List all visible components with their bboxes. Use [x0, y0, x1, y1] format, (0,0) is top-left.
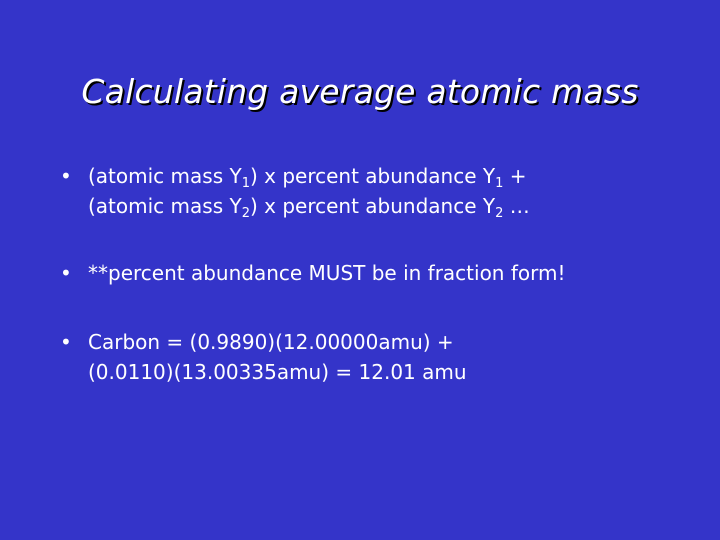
bullet-point: • — [60, 261, 72, 285]
subscript-2b: 2 — [495, 206, 504, 221]
formula-line-1-part-b: ) x percent abundance Y — [249, 164, 496, 188]
formula-line-2 — [88, 191, 530, 221]
formula-line-2-part-a: (atomic mass Y — [88, 194, 242, 218]
formula-line-1-part-a: (atomic mass Y — [88, 164, 242, 188]
formula-line-2-part-c: … — [503, 194, 530, 218]
subscript-2: 2 — [241, 206, 250, 221]
subscript-1: 1 — [241, 176, 250, 191]
formula-line-1 — [88, 161, 530, 191]
formula-line-1-part-c: + — [503, 164, 527, 188]
formula-line-2-part-b: ) x percent abundance Y — [249, 194, 496, 218]
bullet-point: • — [60, 330, 72, 354]
subscript-1b: 1 — [495, 176, 504, 191]
bullet-note-text: **percent abundance MUST be in fraction form! — [88, 261, 566, 285]
example-line-1: Carbon = (0.9890)(12.00000amu) + — [88, 330, 454, 354]
bullet-formula-text — [88, 161, 530, 221]
example-line-2: (0.0110)(13.00335amu) = 12.01 amu — [88, 360, 467, 384]
bullet-example-text — [88, 327, 467, 387]
bullet-point: • — [60, 164, 72, 188]
slide-title: Calculating average atomic mass — [81, 72, 639, 111]
